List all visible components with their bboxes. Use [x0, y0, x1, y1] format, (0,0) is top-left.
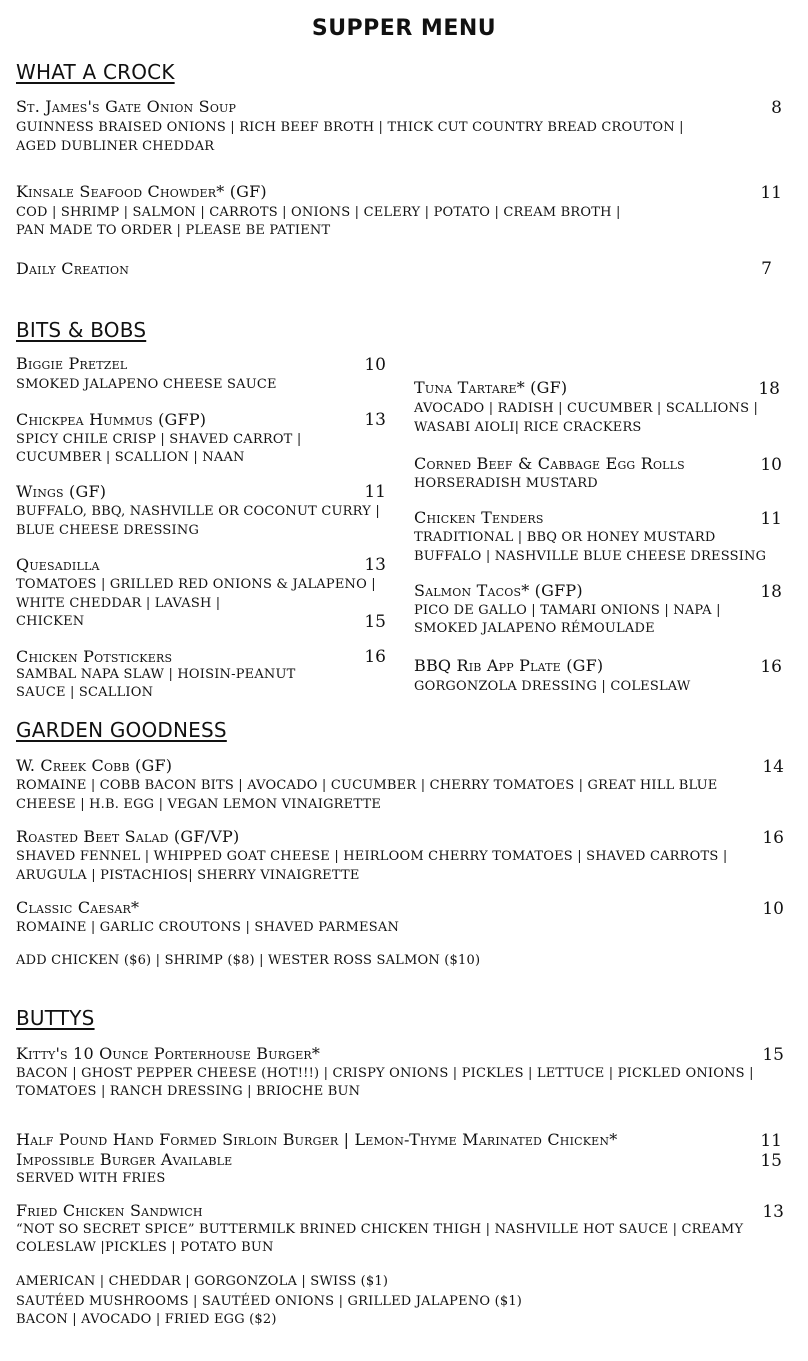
item-price-chicken-tenders: 11	[760, 509, 782, 529]
item-price-seafood-chowder: 11	[760, 183, 782, 203]
item-desc-onion-soup-2: AGED DUBLINER CHEDDAR	[16, 139, 215, 154]
item-addon-price-quesadilla-chicken: 15	[364, 612, 386, 632]
item-desc-seafood-chowder-1: COD | SHRIMP | SALMON | CARROTS | ONIONS | CELERY | POTATO | CREAM BROTH |	[16, 205, 621, 220]
item-price-biggie-pretzel: 10	[364, 355, 386, 375]
section-heading-what-a-crock: WHAT A CROCK	[16, 60, 175, 84]
item-desc-porterhouse-burger-1: BACON | GHOST PEPPER CHEESE (HOT!!!) | CRISPY ONIONS | PICKLES | LETTUCE | PICKLED ONIONS |	[16, 1066, 754, 1081]
item-desc-roasted-beet-salad-2: ARUGULA | PISTACHIOS| SHERRY VINAIGRETTE	[16, 868, 360, 883]
item-name-seafood-chowder: Kinsale Seafood Chowder* (GF)	[16, 182, 267, 201]
item-desc-fried-chicken-sandwich-2: COLESLAW |PICKLES | POTATO BUN	[16, 1240, 274, 1255]
item-name-fried-chicken-sandwich: Fried Chicken Sandwich	[16, 1201, 203, 1220]
item-price-fried-chicken-sandwich: 13	[762, 1202, 784, 1222]
item-desc-chicken-potstickers-1: SAMBAL NAPA SLAW | HOISIN-PEANUT	[16, 667, 296, 682]
item-price-onion-soup: 8	[771, 98, 782, 118]
item-desc-wings-2: BLUE CHEESE DRESSING	[16, 523, 200, 538]
item-price-chicken-potstickers: 16	[364, 647, 386, 667]
item-desc-served-with-fries: SERVED WITH FRIES	[16, 1171, 166, 1186]
item-price-w-creek-cobb: 14	[762, 757, 784, 777]
item-desc-quesadilla-1: TOMATOES | GRILLED RED ONIONS & JALAPENO |	[16, 577, 376, 592]
item-price-porterhouse-burger: 15	[762, 1045, 784, 1065]
item-price-wings: 11	[364, 482, 386, 502]
item-desc-salmon-tacos-2: SMOKED JALAPENO RÉMOULADE	[414, 621, 655, 636]
item-name-salmon-tacos: Salmon Tacos* (GFP)	[414, 581, 583, 600]
item-desc-corned-beef-egg-rolls: HORSERADISH MUSTARD	[414, 476, 598, 491]
section-heading-buttys: BUTTYS	[16, 1006, 95, 1030]
section-heading-garden-goodness: GARDEN GOODNESS	[16, 718, 227, 742]
item-name-onion-soup: St. James's Gate Onion Soup	[16, 97, 237, 116]
item-name-chicken-potstickers: Chicken Potstickers	[16, 647, 173, 666]
section-heading-bits-and-bobs: BITS & BOBS	[16, 318, 147, 342]
item-desc-chickpea-hummus-1: SPICY CHILE CRISP | SHAVED CARROT |	[16, 432, 302, 447]
buttys-addons-extras: BACON | AVOCADO | FRIED EGG ($2)	[16, 1312, 277, 1327]
buttys-addons-toppings: SAUTÉED MUSHROOMS | SAUTÉED ONIONS | GRILLED JALAPENO ($1)	[16, 1294, 523, 1309]
item-desc-wings-1: BUFFALO, BBQ, NASHVILLE OR COCONUT CURRY |	[16, 504, 380, 519]
item-desc-classic-caesar: ROMAINE | GARLIC CROUTONS | SHAVED PARMESAN	[16, 920, 400, 935]
item-name-biggie-pretzel: Biggie Pretzel	[16, 354, 128, 373]
item-price-chickpea-hummus: 13	[364, 410, 386, 430]
item-price-sirloin-burger-lemon-thyme-chicken: 11	[760, 1131, 782, 1151]
item-name-classic-caesar: Classic Caesar*	[16, 898, 140, 917]
item-price-quesadilla: 13	[364, 555, 386, 575]
item-price-corned-beef-egg-rolls: 10	[760, 455, 782, 475]
item-name-wings: Wings (GF)	[16, 482, 107, 501]
item-desc-tuna-tartare-1: AVOCADO | RADISH | CUCUMBER | SCALLIONS |	[414, 401, 759, 416]
item-desc-porterhouse-burger-2: TOMATOES | RANCH DRESSING | BRIOCHE BUN	[16, 1084, 361, 1099]
item-price-roasted-beet-salad: 16	[762, 828, 784, 848]
item-desc-salmon-tacos-1: PICO DE GALLO | TAMARI ONIONS | NAPA |	[414, 603, 721, 618]
item-name-chickpea-hummus: Chickpea Hummus (GFP)	[16, 410, 207, 429]
item-name-chicken-tenders: Chicken Tenders	[414, 508, 544, 527]
item-price-salmon-tacos: 18	[760, 582, 782, 602]
item-desc-w-creek-cobb-2: CHEESE | H.B. EGG | VEGAN LEMON VINAIGRETTE	[16, 797, 382, 812]
item-price-classic-caesar: 10	[762, 899, 784, 919]
item-name-daily-creation: Daily Creation	[16, 259, 130, 278]
item-name-tuna-tartare: Tuna Tartare* (GF)	[414, 378, 568, 397]
item-price-tuna-tartare: 18	[758, 379, 780, 399]
item-name-impossible-burger: Impossible Burger Available	[16, 1150, 233, 1169]
item-desc-seafood-chowder-2: PAN MADE TO ORDER | PLEASE BE PATIENT	[16, 223, 331, 238]
garden-addons: ADD CHICKEN ($6) | SHRIMP ($8) | WESTER ROSS SALMON ($10)	[16, 953, 481, 968]
item-desc-chicken-tenders-2: BUFFALO | NASHVILLE BLUE CHEESE DRESSING	[414, 549, 767, 564]
item-price-impossible-burger: 15	[760, 1151, 782, 1171]
item-name-w-creek-cobb: W. Creek Cobb (GF)	[16, 756, 173, 775]
item-name-porterhouse-burger: Kitty's 10 Ounce Porterhouse Burger*	[16, 1044, 321, 1063]
item-desc-chicken-potstickers-2: SAUCE | SCALLION	[16, 685, 154, 700]
item-desc-fried-chicken-sandwich-1: “NOT SO SECRET SPICE” BUTTERMILK BRINED CHICKEN THIGH | NASHVILLE HOT SAUCE | CREAMY	[16, 1222, 744, 1237]
item-desc-bbq-rib-app-plate: GORGONZOLA DRESSING | COLESLAW	[414, 679, 691, 694]
item-name-bbq-rib-app-plate: BBQ Rib App Plate (GF)	[414, 656, 604, 675]
item-price-daily-creation: 7	[761, 259, 772, 279]
item-name-sirloin-burger-lemon-thyme-chicken: Half Pound Hand Formed Sirloin Burger | Lemon-Thyme Marinated Chicken*	[16, 1130, 618, 1149]
item-desc-quesadilla-2: WHITE CHEDDAR | LAVASH |	[16, 596, 221, 611]
item-desc-tuna-tartare-2: WASABI AIOLI| RICE CRACKERS	[414, 420, 642, 435]
item-desc-chickpea-hummus-2: CUCUMBER | SCALLION | NAAN	[16, 450, 245, 465]
item-name-corned-beef-egg-rolls: Corned Beef & Cabbage Egg Rolls	[414, 454, 685, 473]
menu-title: SUPPER MENU	[311, 16, 497, 41]
item-desc-chicken-tenders-1: TRADITIONAL | BBQ OR HONEY MUSTARD	[414, 530, 716, 545]
item-desc-roasted-beet-salad-1: SHAVED FENNEL | WHIPPED GOAT CHEESE | HEIRLOOM CHERRY TOMATOES | SHAVED CARROTS |	[16, 849, 728, 864]
item-price-bbq-rib-app-plate: 16	[760, 657, 782, 677]
item-desc-quesadilla-3: CHICKEN	[16, 614, 85, 629]
item-desc-biggie-pretzel: SMOKED JALAPENO CHEESE SAUCE	[16, 377, 277, 392]
item-desc-onion-soup-1: GUINNESS BRAISED ONIONS | RICH BEEF BROTH | THICK CUT COUNTRY BREAD CROUTON |	[16, 120, 684, 135]
buttys-addons-cheese: AMERICAN | CHEDDAR | GORGONZOLA | SWISS ($1)	[16, 1274, 389, 1289]
item-name-roasted-beet-salad: Roasted Beet Salad (GF/VP)	[16, 827, 240, 846]
item-desc-w-creek-cobb-1: ROMAINE | COBB BACON BITS | AVOCADO | CUCUMBER | CHERRY TOMATOES | GREAT HILL BLUE	[16, 778, 718, 793]
item-name-quesadilla: Quesadilla	[16, 555, 100, 574]
